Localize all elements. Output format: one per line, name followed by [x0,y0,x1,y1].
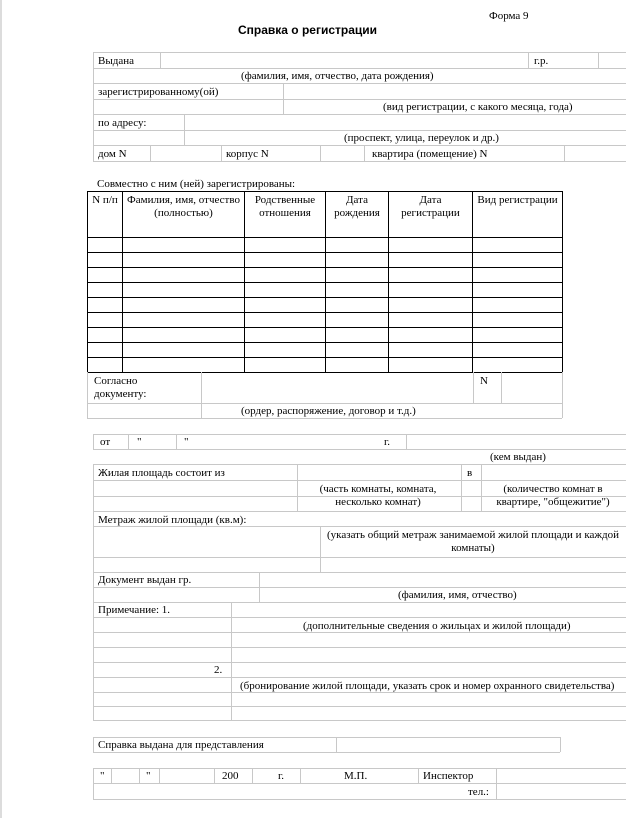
living-space-count-caption: (количество комнат в квартире, "общежитие") [496,483,610,508]
grid-line [93,114,626,115]
grid-line [93,68,626,69]
grid-line [93,464,94,511]
area-label: Метраж жилой площади (кв.м): [98,514,247,526]
grid-line [93,52,94,161]
grid-line [93,145,626,146]
footer-quote-open: " [100,770,105,782]
notes-caption-2: (бронирование жилой площади, указать срок и номер охранного свидетельства) [240,680,615,692]
from-label: от [100,436,111,448]
grid-line [93,434,94,449]
table-border [562,191,563,372]
grid-line [87,372,88,418]
grid-line [93,449,626,450]
grid-line [560,737,561,752]
inspector-label: Инспектор [423,770,474,782]
grid-line [496,768,497,799]
stamp-label: М.П. [344,770,368,782]
grid-line [231,602,232,720]
footer-year-suffix: г. [278,770,285,782]
birth-year-label: г.р. [534,55,549,67]
document-number-label: N [480,375,488,387]
grid-line [184,114,185,145]
quote-close: " [184,436,189,448]
grid-line [93,720,626,721]
table-header-relation: Родственные отношения [254,194,316,219]
grid-line [320,145,321,161]
grid-line [93,557,626,558]
grid-line [564,145,565,161]
grid-line [93,783,626,784]
grid-line [461,464,462,511]
table-header-number: N п/п [92,194,118,206]
grid-line [176,434,177,449]
notes-number-2: 2. [214,664,223,676]
grid-line [221,145,222,161]
form-number: Форма 9 [489,10,529,22]
apartment-label: квартира (помещение) N [372,148,488,160]
grid-line [93,737,94,752]
table-border [87,372,563,373]
grid-line [93,752,560,753]
grid-line [406,434,407,449]
presentation-label: Справка выдана для представления [98,739,264,751]
notes-label: Примечание: 1. [98,604,171,616]
address-caption: (проспект, улица, переулок и др.) [344,132,499,144]
grid-line [93,480,626,481]
living-space-rooms-caption: (часть комнаты, комната, несколько комнат) [319,483,437,508]
quote-open: " [137,436,142,448]
issued-doc-caption: (фамилия, имя, отчество) [398,589,517,601]
grid-line [418,768,419,783]
issued-by-caption: (кем выдан) [490,451,546,463]
grid-line [93,737,560,738]
footer-quote-close: " [146,770,151,782]
grid-line [93,511,626,512]
registered-caption: (вид регистрации, с какого месяца, года) [383,101,573,113]
grid-line [93,434,626,435]
grid-line [252,768,253,783]
table-border [87,191,88,372]
grid-line [214,768,215,783]
grid-line [93,706,626,707]
grid-line [93,647,626,648]
grid-line [201,372,202,418]
house-label: дом N [98,148,127,160]
grid-line [93,52,626,53]
grid-line [93,677,626,678]
document-caption: (ордер, распоряжение, договор и т.д.) [241,405,416,417]
grid-line [93,511,94,572]
grid-line [87,418,562,419]
grid-line [562,372,563,418]
year-label: г. [384,436,391,448]
grid-line [336,737,337,752]
grid-line [528,52,529,68]
grid-line [93,768,94,799]
grid-line [259,572,260,602]
grid-line [93,130,626,131]
table-border [472,191,473,372]
grid-line [473,372,474,403]
living-space-in-label: в [467,467,473,479]
grid-line [598,52,599,68]
grid-line [87,403,562,404]
living-space-label: Жилая площадь состоит из [98,467,225,479]
grid-line [150,145,151,161]
table-header-registration-type: Вид регистрации [477,194,558,206]
grid-line [93,161,626,162]
grid-line [93,587,626,588]
table-header-registration-date: Дата регистрации [401,194,460,219]
cohabitants-label: Совместно с ним (ней) зарегистрированы: [97,178,296,190]
grid-line [93,602,626,603]
grid-line [160,52,161,68]
address-label: по адресу: [98,117,147,129]
grid-line [93,662,626,663]
table-header-name: Фамилия, имя, отчество (полностью) [127,194,240,219]
grid-line [501,372,502,403]
notes-caption-1: (дополнительные сведения о жильцах и жилой площади) [303,620,571,632]
grid-line [93,617,626,618]
page-left-edge [0,0,2,818]
grid-line [364,145,365,161]
grid-line [320,526,321,572]
grid-line [93,799,626,800]
grid-line [93,572,626,573]
grid-line [93,602,94,720]
issued-doc-label: Документ выдан гр. [98,574,192,586]
table-header-birth-date: Дата рождения [334,194,380,219]
footer-year: 200 [222,770,239,782]
page-title: Справка о регистрации [238,23,378,37]
grid-line [93,768,626,769]
phone-label: тел.: [468,786,489,798]
grid-line [128,434,129,449]
grid-line [300,768,301,783]
grid-line [93,83,626,84]
area-caption: (указать общий метраж занимаемой жилой площади и каждой комнаты) [327,529,619,554]
grid-line [139,768,140,783]
grid-line [93,572,94,602]
grid-line [93,99,626,100]
issued-to-caption: (фамилия, имя, отчество, дата рождения) [241,70,434,82]
grid-line [93,464,626,465]
issued-to-label: Выдана [98,55,134,67]
building-label: корпус N [226,148,269,160]
grid-line [111,768,112,783]
grid-line [159,768,160,783]
document-label: Согласно документу: [94,375,147,400]
registered-label: зарегистрированному(ой) [98,86,219,98]
grid-line [283,83,284,114]
